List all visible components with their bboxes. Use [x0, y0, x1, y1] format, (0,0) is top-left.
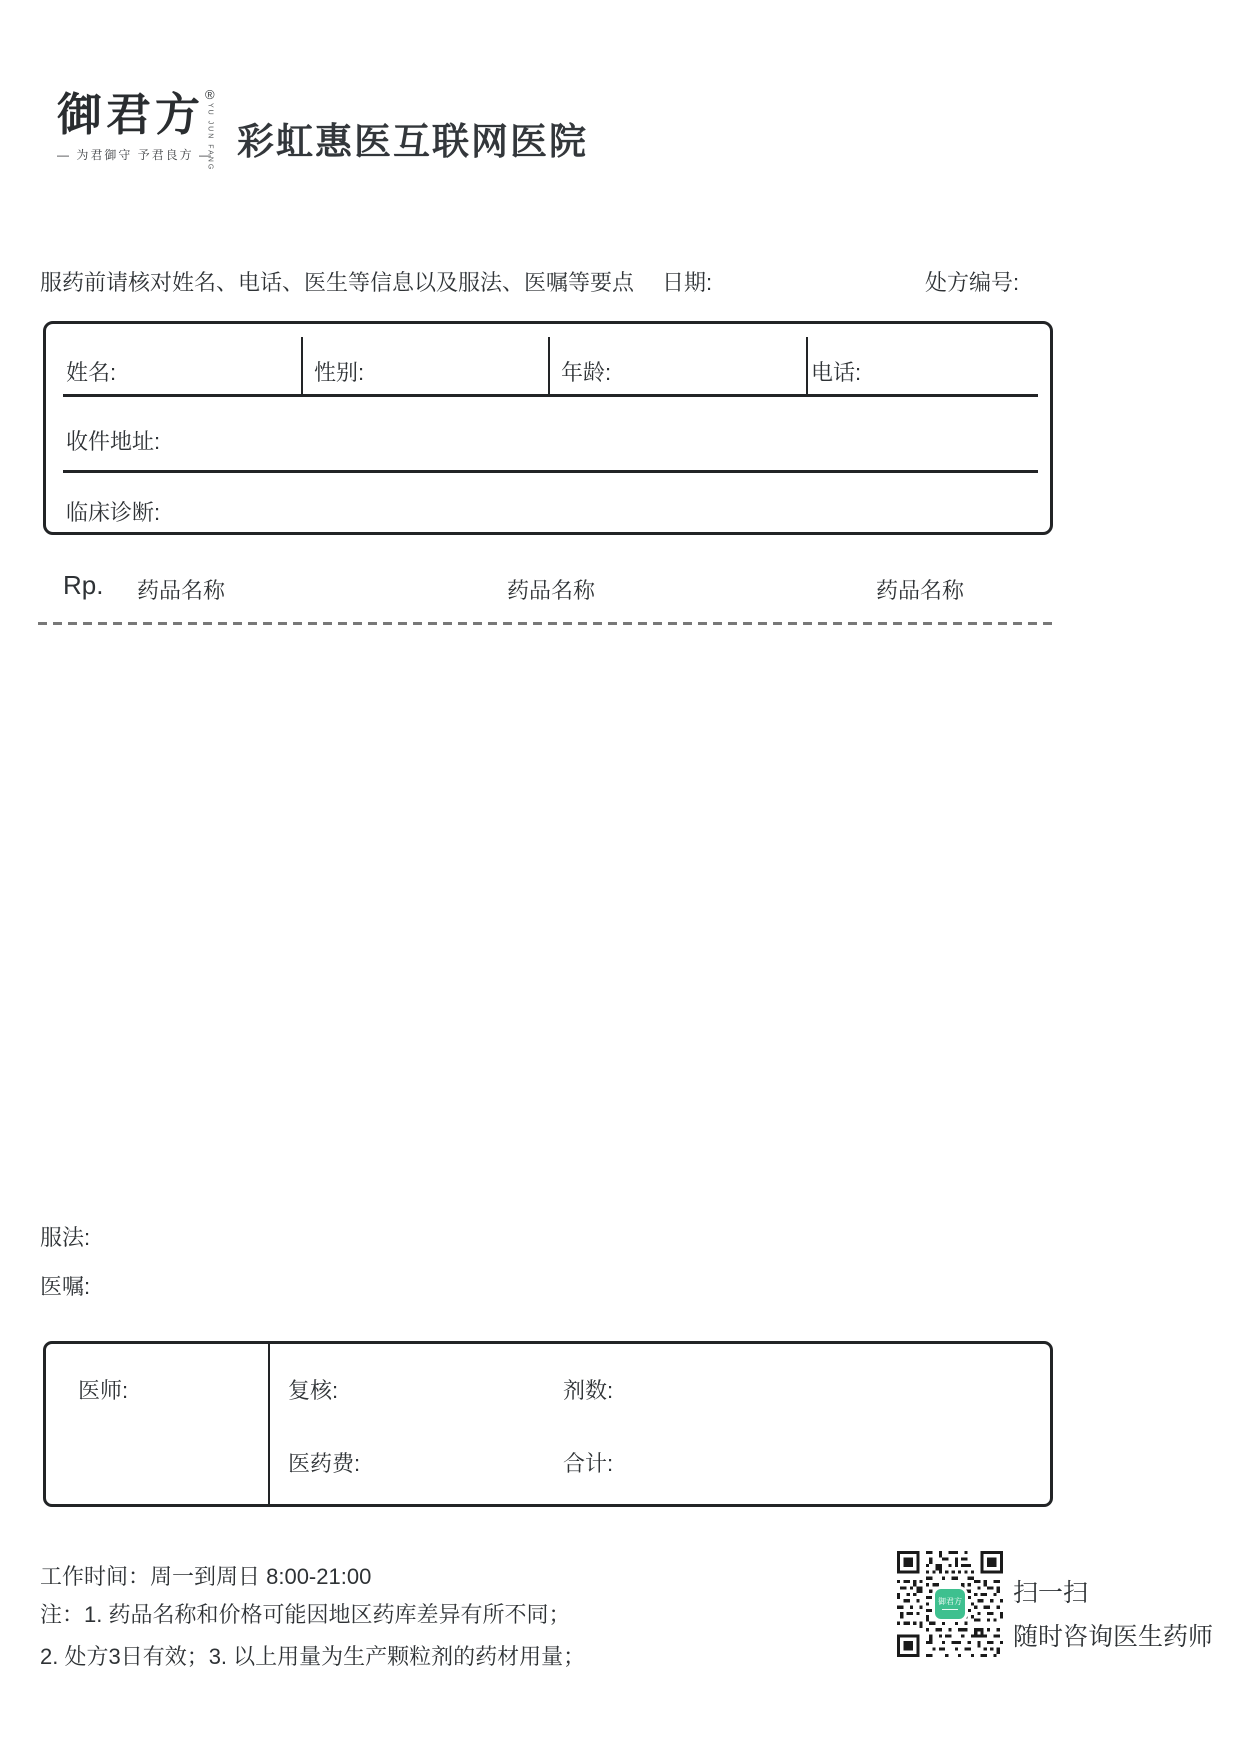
dose-count-label: 剂数: [563, 1378, 614, 1403]
trademark-symbol: ® [205, 87, 215, 102]
patient-age-label: 年龄: [561, 360, 612, 385]
drug-name-column-header: 药品名称 [137, 578, 226, 603]
qr-center-brand-text: 御君方 [938, 1597, 962, 1607]
drug-name-column-header: 药品名称 [876, 578, 965, 603]
shipping-address-label: 收件地址: [66, 429, 161, 454]
dashed-separator [38, 622, 1057, 625]
drug-name-column-header: 药品名称 [507, 578, 596, 603]
doctor-advice-label: 医嘱: [40, 1274, 91, 1299]
patient-name-label: 姓名: [66, 360, 117, 385]
note-line-2: 2. 处方3日有效；3. 以上用量为生产颗粒剂的药材用量； [40, 1644, 586, 1669]
qr-center-brand-underline [942, 1609, 958, 1610]
patient-gender-label: 性别: [314, 360, 365, 385]
usage-method-label: 服法: [40, 1225, 91, 1250]
qr-code [897, 1551, 1003, 1657]
brand-tagline: — 为君御守 予君良方 — [57, 148, 214, 162]
review-label: 复核: [288, 1378, 339, 1403]
doctor-label: 医师: [78, 1378, 129, 1403]
scan-hint-title: 扫一扫 [1013, 1579, 1089, 1607]
brand-logo [57, 87, 215, 172]
prescription-number-label: 处方编号: [925, 270, 1020, 295]
cell-divider [548, 337, 550, 394]
total-label: 合计: [563, 1451, 614, 1476]
note-line-1: 注：1. 药品名称和价格可能因地区药库差异有所不同； [40, 1602, 571, 1627]
date-label: 日期: [662, 270, 713, 295]
medicine-fee-label: 医药费: [288, 1451, 361, 1476]
qr-center-brand-badge [935, 1589, 965, 1619]
clinical-diagnosis-label: 临床诊断: [66, 500, 161, 525]
brand-logo-pinyin: YU JUN FANG [206, 103, 214, 172]
row-divider [63, 394, 1038, 397]
patient-phone-label: 电话: [811, 360, 862, 385]
row-divider [63, 470, 1038, 473]
rp-label: Rp. [63, 570, 104, 600]
cell-divider [268, 1344, 270, 1504]
cell-divider [806, 337, 808, 394]
verify-hint-text: 服药前请核对姓名、电话、医生等信息以及服法、医嘱等要点 [40, 270, 635, 295]
patient-info-box [43, 321, 1053, 535]
signature-fee-box [43, 1341, 1053, 1507]
hospital-name-title: 彩虹惠医互联网医院 [237, 121, 588, 162]
scan-hint-subtitle: 随时咨询医生药师 [1013, 1623, 1214, 1651]
working-hours-text: 工作时间：周一到周日 8:00-21:00 [40, 1564, 372, 1589]
brand-logo-text: 御君方 [57, 88, 205, 141]
cell-divider [301, 337, 303, 394]
brand-logo-side [205, 88, 215, 171]
